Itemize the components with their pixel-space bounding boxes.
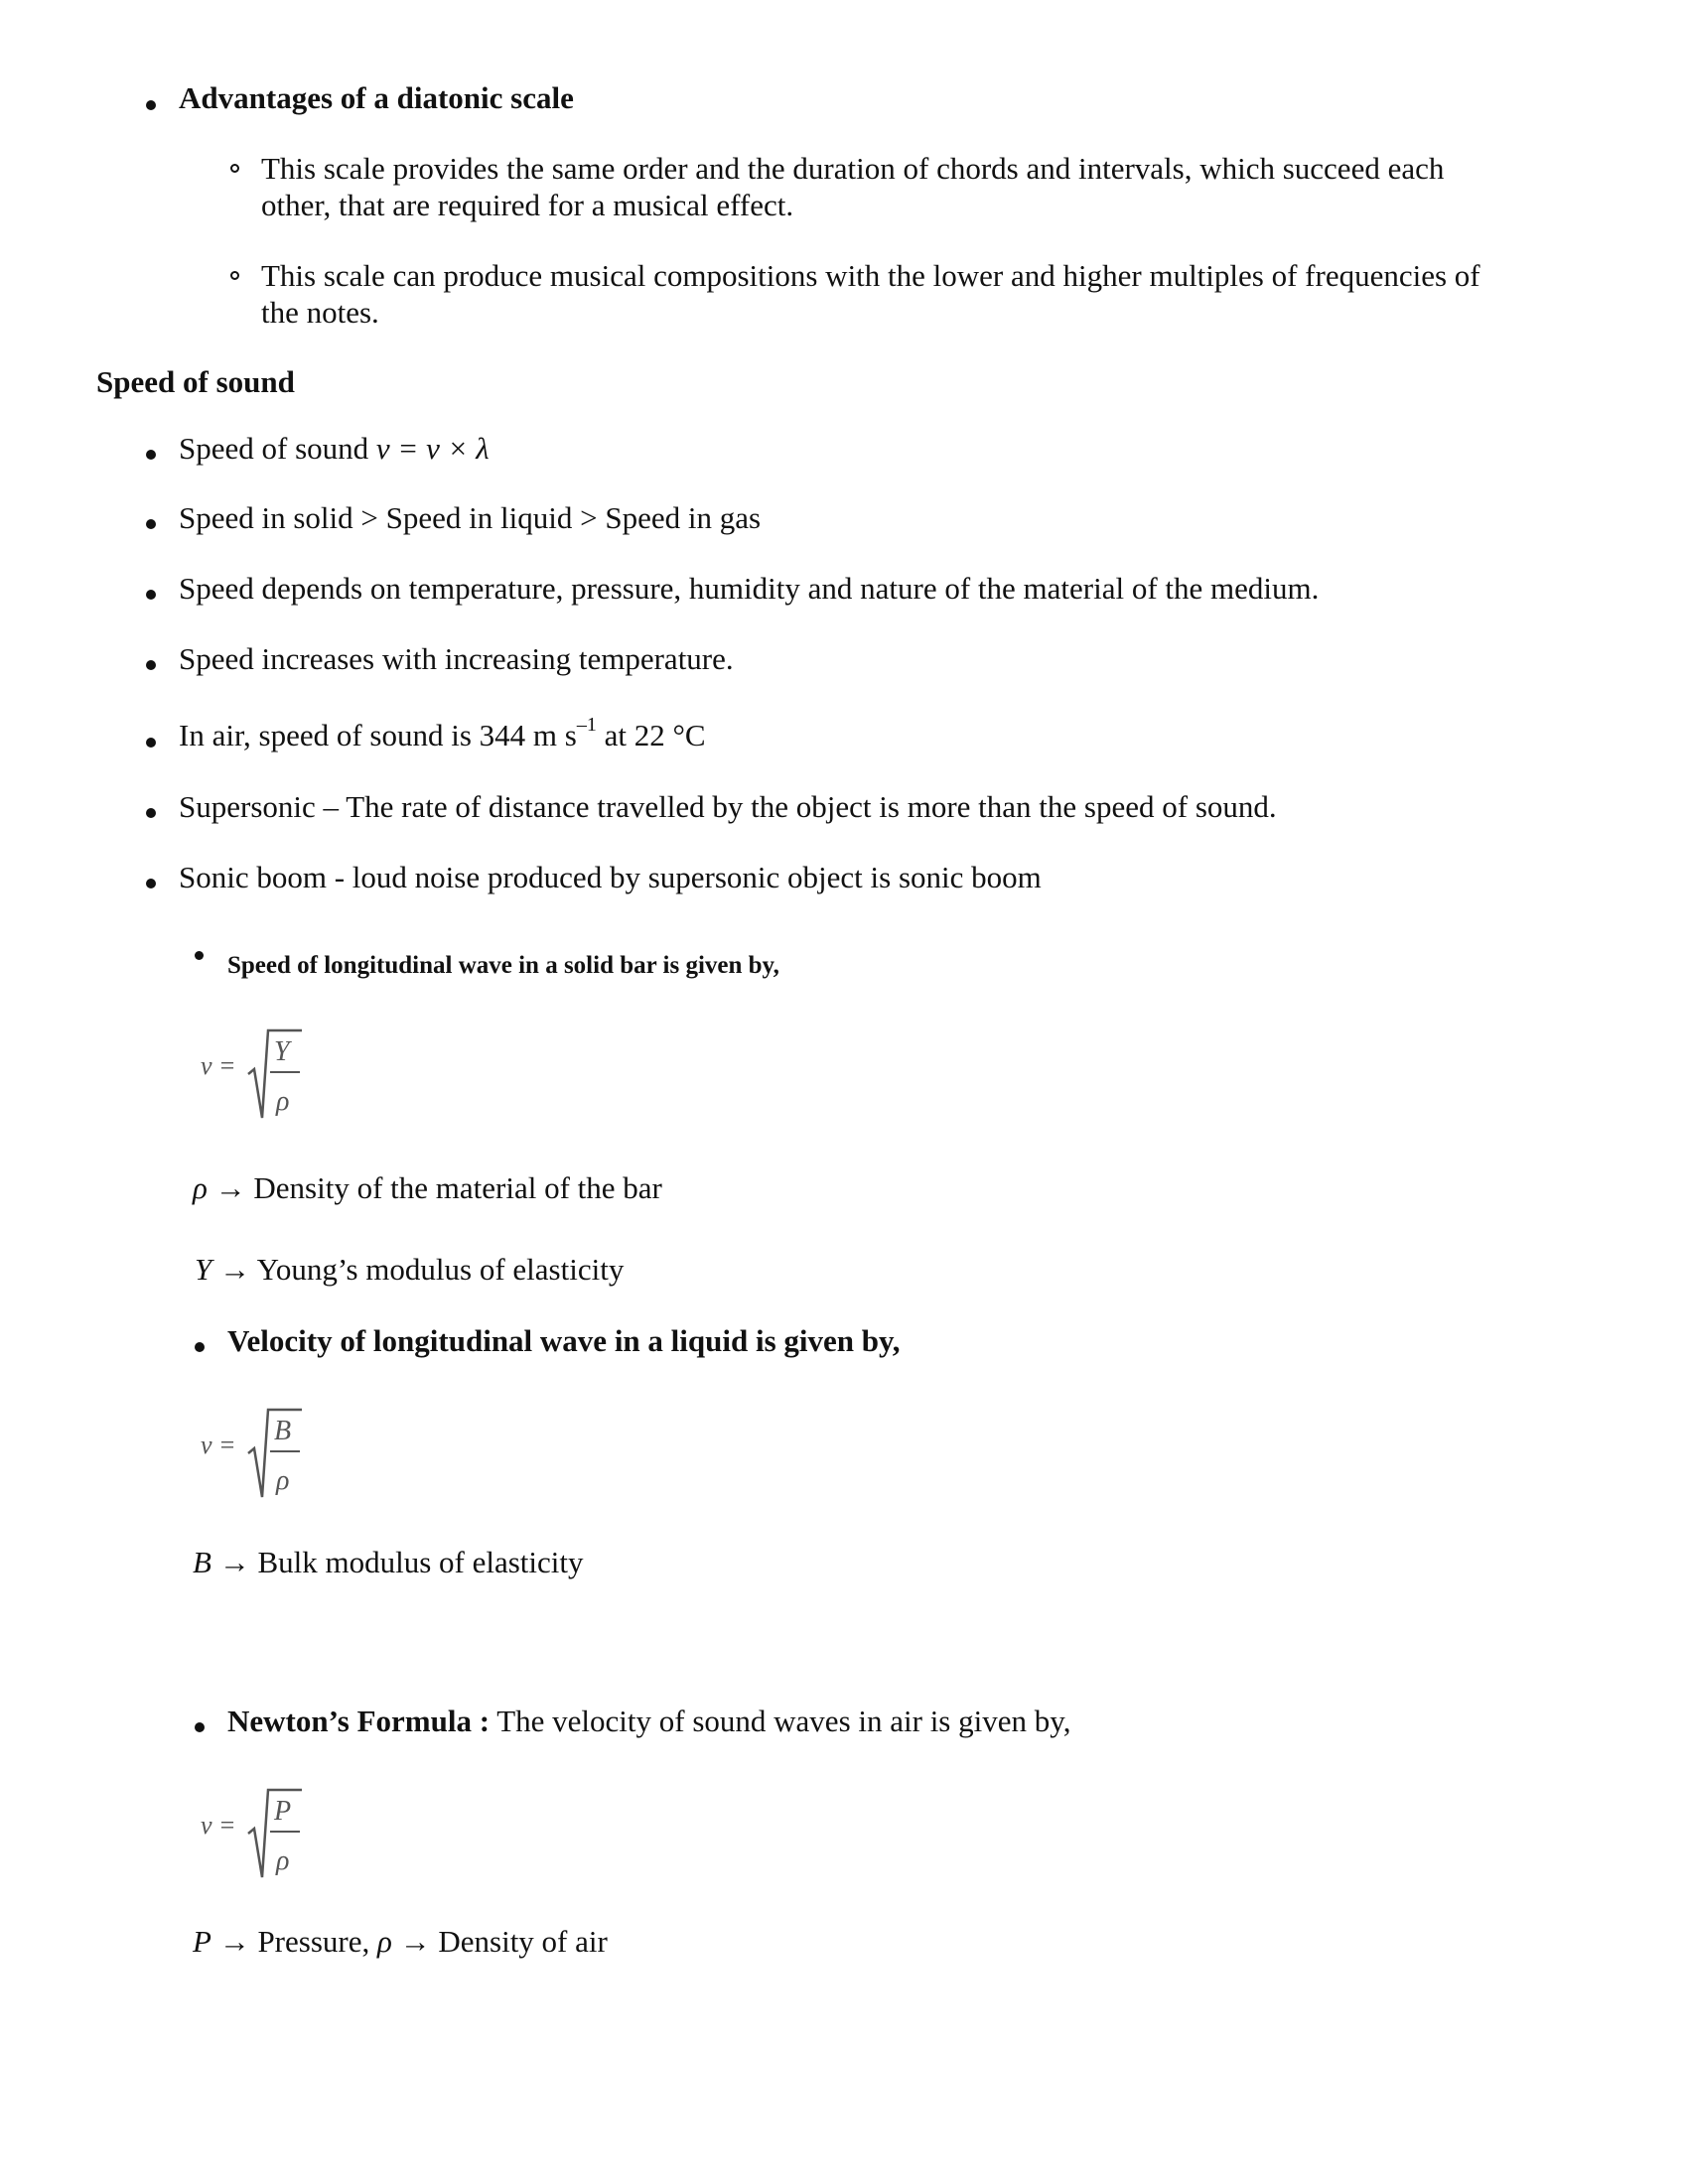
formula-solid-denominator: ρ (276, 1086, 290, 1117)
air-exponent: –1 (576, 713, 597, 736)
speed-item-4: Supersonic – The rate of distance travelled by the object is more than the speed of sound. (179, 789, 1277, 824)
definition-bulk-symbol: B (193, 1545, 211, 1579)
definition-air-density-symbol: ρ (376, 1924, 392, 1959)
bullet-icon (146, 879, 156, 888)
bullet-icon (195, 951, 204, 960)
formula-liquid-denominator: ρ (276, 1465, 290, 1496)
advantage-item-2-line1: This scale can produce musical compositions with the lower and higher multiples of frequencies of (261, 258, 1480, 293)
formula-solid-numerator: Y (274, 1036, 290, 1067)
definition-air-density-text: → Density of air (391, 1924, 608, 1959)
formula-liquid-lhs: v = (201, 1431, 236, 1459)
bullet-icon (146, 590, 156, 600)
air-prefix: In air, speed of sound is 344 m s (179, 718, 577, 752)
definition-bulk-text: → Bulk modulus of elasticity (211, 1545, 584, 1579)
formula-newton-denominator: ρ (276, 1845, 290, 1876)
advantage-item-2-line2: the notes. (261, 295, 379, 330)
newton-heading (227, 1703, 1070, 1739)
definition-bulk (193, 1544, 584, 1580)
definition-young-text: → Young’s modulus of elasticity (211, 1252, 625, 1287)
liquid-heading: Velocity of longitudinal wave in a liquid is given by, (227, 1323, 901, 1358)
formula-liquid (197, 1402, 316, 1501)
speed-of-sound-heading: Speed of sound (96, 364, 295, 399)
speed-item-1: Speed in solid > Speed in liquid > Speed in gas (179, 500, 762, 535)
bullet-icon (146, 100, 156, 110)
formula-newton-lhs: v = (201, 1811, 236, 1840)
bullet-circle-icon (230, 164, 239, 173)
definition-pressure (193, 1923, 608, 1960)
definition-young-symbol: Y (195, 1252, 212, 1287)
definition-density-symbol: ρ (193, 1170, 208, 1205)
newton-heading-bold: Newton’s Formula : (227, 1704, 491, 1738)
bullet-icon (146, 519, 156, 529)
advantage-item-1-line1: This scale provides the same order and the duration of chords and intervals, which succeed each (261, 151, 1445, 186)
formula-liquid-numerator: B (274, 1416, 292, 1446)
speed-item-3: Speed increases with increasing temperature. (179, 641, 734, 676)
definition-pressure-symbol: P (193, 1924, 211, 1959)
formula-solid-lhs: v = (201, 1051, 236, 1080)
bullet-icon (146, 738, 156, 748)
formula-newton-numerator: P (274, 1796, 292, 1827)
speed-formula-item (179, 430, 490, 467)
speed-air-item (179, 713, 706, 753)
bullet-icon (146, 450, 156, 460)
advantages-heading: Advantages of a diatonic scale (179, 80, 574, 115)
bullet-icon (146, 808, 156, 818)
solid-bar-heading: Speed of longitudinal wave in a solid bar is given by, (227, 952, 779, 979)
definition-pressure-text: → Pressure, (211, 1924, 377, 1959)
definition-young (195, 1251, 624, 1288)
bullet-icon (146, 660, 156, 670)
definition-density (193, 1169, 662, 1206)
formula-solid (197, 1023, 316, 1122)
newton-heading-rest: The velocity of sound waves in air is given by, (490, 1704, 1071, 1738)
speed-item-2: Speed depends on temperature, pressure, humidity and nature of the material of the medium. (179, 571, 1320, 606)
speed-formula: v = ν × λ (375, 431, 490, 466)
bullet-icon (195, 1722, 205, 1732)
definition-density-text: → Density of the material of the bar (207, 1170, 662, 1205)
formula-newton (197, 1782, 316, 1881)
advantage-item-1-line2: other, that are required for a musical effect. (261, 188, 794, 222)
speed-item-5: Sonic boom - loud noise produced by supersonic object is sonic boom (179, 860, 1042, 894)
bullet-circle-icon (230, 271, 239, 280)
air-suffix: at 22 °C (596, 718, 706, 752)
speed-formula-prefix: Speed of sound (179, 431, 376, 466)
bullet-icon (195, 1342, 205, 1352)
